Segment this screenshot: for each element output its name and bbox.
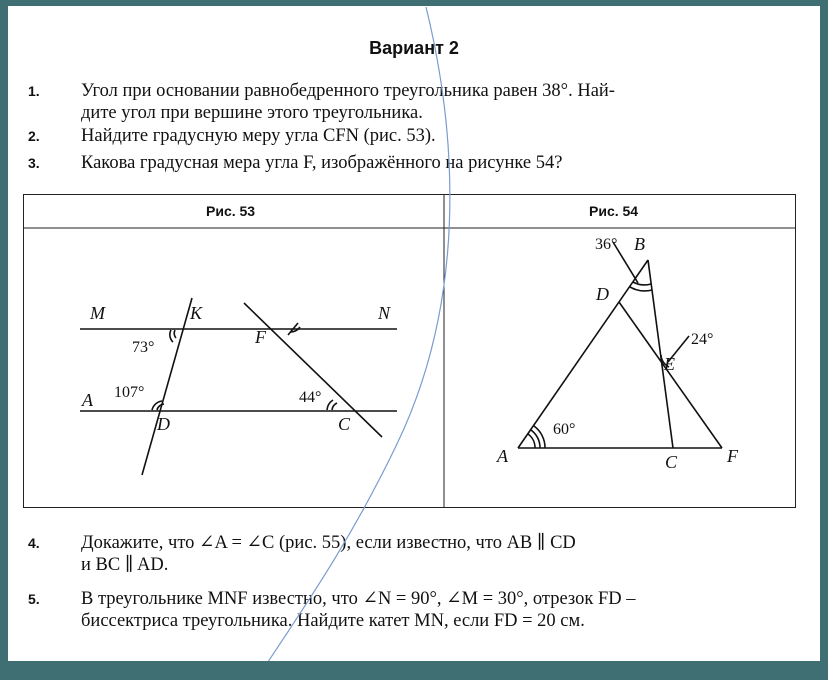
line-fc: [244, 303, 382, 437]
variant-title: Вариант 2: [369, 38, 459, 58]
point-label: F: [727, 446, 738, 466]
task-text-line: Какова градусная мера угла F, изображённого на рисунке 54?: [81, 153, 563, 173]
task-text-line: Докажите, что ∠A = ∠C (рис. 55), если известно, что AB ∥ CD: [81, 533, 576, 553]
fig53-diagram: [24, 230, 444, 508]
angle-label: 107°: [114, 384, 145, 401]
fig53-header: Рис. 53: [206, 203, 256, 219]
point-label: A: [497, 446, 508, 466]
task-text-line: Найдите градусную меру угла CFN (рис. 53).: [81, 126, 436, 146]
angle-arc: [332, 403, 337, 410]
angle-label: 73°: [132, 339, 155, 356]
angle-arc: [528, 434, 535, 448]
fig54-diagram: [445, 230, 797, 508]
angle-label: 24°: [691, 331, 714, 348]
task-text-line: Угол при основании равнобедренного треугольника равен 38°. Най-: [81, 81, 615, 101]
task-text-line: и BC ∥ AD.: [81, 555, 169, 575]
task-number: 2.: [28, 128, 40, 144]
line-kd: [142, 298, 192, 475]
task-number: 3.: [28, 155, 40, 171]
point-label: B: [634, 234, 645, 254]
point-label: D: [157, 414, 170, 434]
point-label: C: [338, 414, 351, 434]
angle-arc: [170, 330, 173, 342]
point-label: E: [664, 354, 675, 374]
point-label: D: [596, 284, 609, 304]
task-number: 5.: [28, 591, 40, 607]
worksheet-page: [8, 6, 820, 661]
task-text-line: В треугольнике MNF известно, что ∠N = 90°, ∠M = 30°, отрезок FD –: [81, 589, 636, 609]
point-label: K: [190, 303, 203, 323]
angle-arc: [174, 330, 176, 338]
side-ab: [518, 260, 648, 448]
task-number: 4.: [28, 535, 40, 551]
angle-label: 60°: [553, 421, 576, 438]
angle-label: 44°: [299, 389, 322, 406]
task-text-line: биссектриса треугольника. Найдите катет MN, если FD = 20 см.: [81, 611, 585, 631]
angle-label: 36°: [595, 236, 618, 253]
figures-table: [23, 194, 796, 508]
point-label: M: [90, 303, 105, 323]
point-label: N: [378, 303, 391, 323]
point-label: C: [665, 452, 678, 472]
fig54-header: Рис. 54: [589, 203, 639, 219]
point-label: A: [82, 390, 93, 410]
angle-arc: [633, 282, 651, 285]
angle-arc: [630, 287, 652, 291]
task-text-line: дите угол при вершине этого треугольника.: [81, 103, 423, 123]
point-label: F: [255, 327, 266, 347]
task-number: 1.: [28, 83, 40, 99]
